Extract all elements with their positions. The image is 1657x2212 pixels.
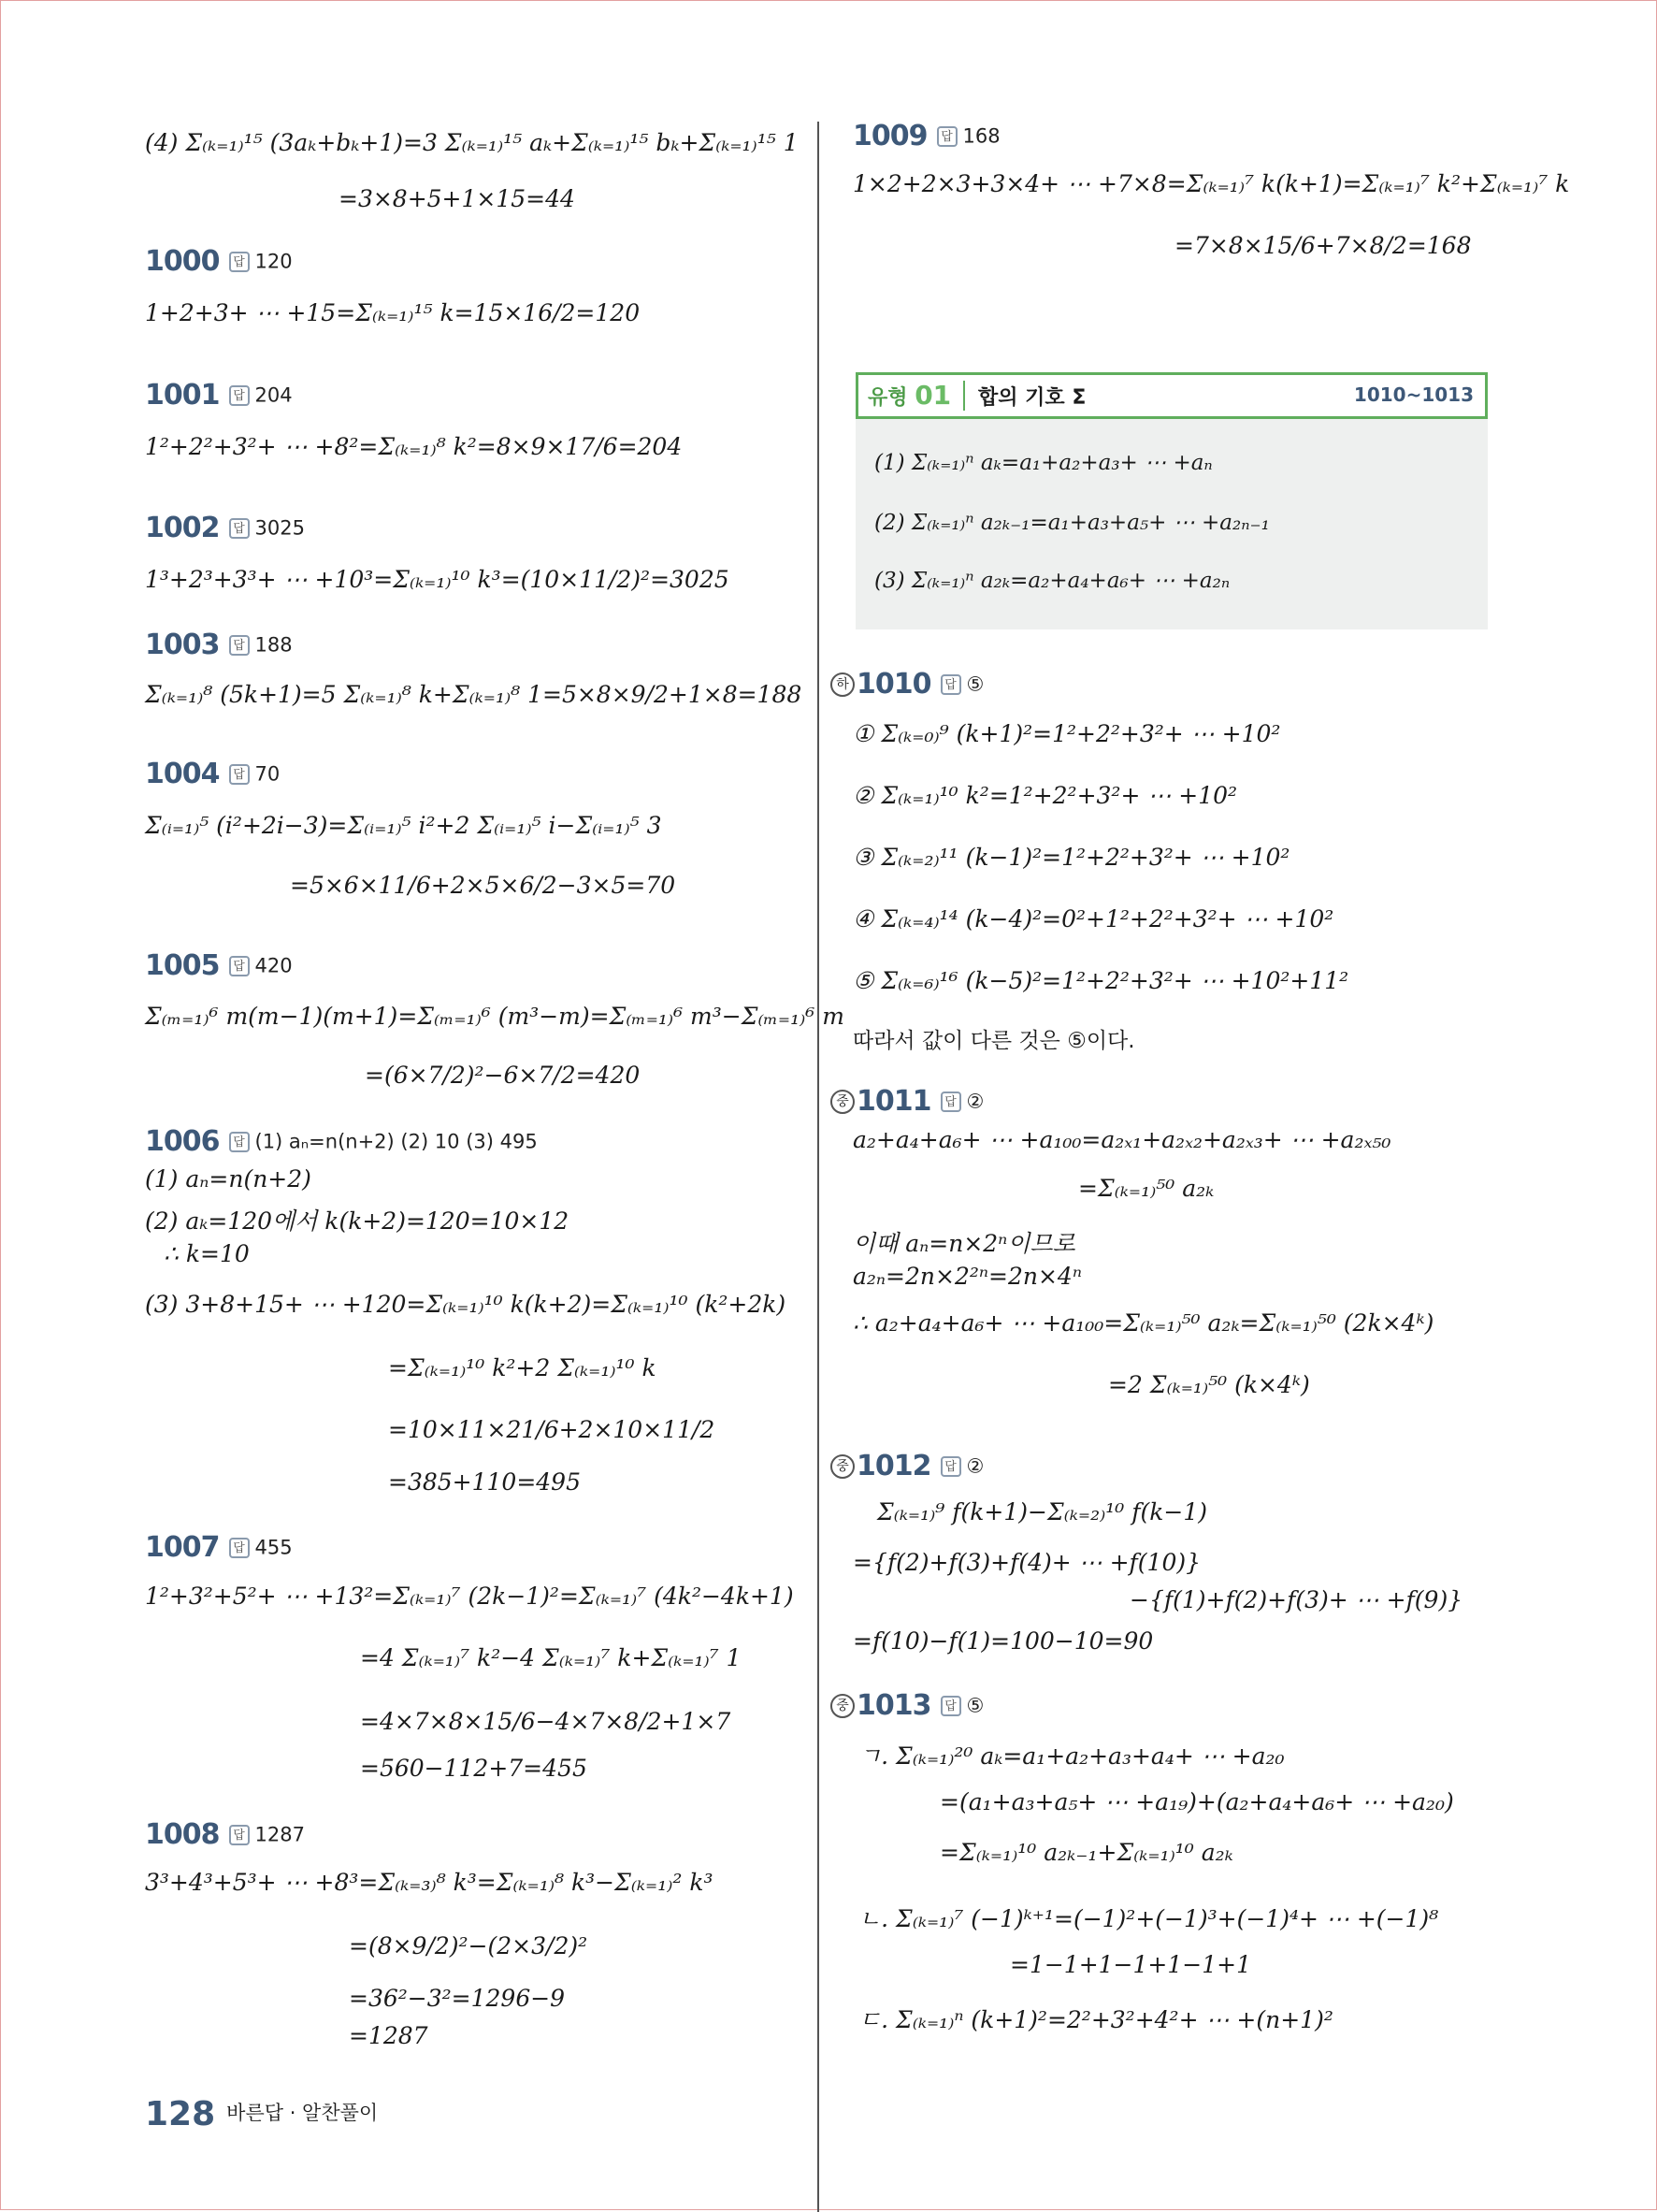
- solution-line: =(8×9/2)²−(2×3/2)²: [349, 1932, 588, 1959]
- problem-header: [145, 379, 293, 412]
- solution-line: ㄱ. Σ₍ₖ₌₁₎²⁰ aₖ=a₁+a₂+a₃+a₄+ ⋯ +a₂₀: [858, 1742, 1285, 1770]
- answer-value: 188: [254, 633, 293, 657]
- solution-line: =Σ₍ₖ₌₁₎¹⁰ a₂ₖ₋₁+Σ₍ₖ₌₁₎¹⁰ a₂ₖ: [940, 1839, 1233, 1866]
- solution-line: Σ₍ᵢ₌₁₎⁵ (i²+2i−3)=Σ₍ᵢ₌₁₎⁵ i²+2 Σ₍ᵢ₌₁₎⁵ i−Σ₍ᵢ₌₁₎⁵ 3: [145, 812, 662, 839]
- problem-header: [830, 668, 984, 701]
- solution-line: =(a₁+a₃+a₅+ ⋯ +a₁₉)+(a₂+a₄+a₆+ ⋯ +a₂₀): [940, 1788, 1454, 1815]
- solution-conclusion: 따라서 값이 다른 것은 ⑤이다.: [853, 1029, 1135, 1053]
- problem-number: 1011: [857, 1085, 931, 1118]
- problem-number: 1007: [145, 1531, 220, 1564]
- solution-line: Σ₍ₖ₌₁₎⁹ f(k+1)−Σ₍ₖ₌₂₎¹⁰ f(k−1): [877, 1498, 1208, 1525]
- solution-line: =5×6×11/6+2×5×6/2−3×5=70: [290, 872, 676, 899]
- solution-line: Σ₍ₘ₌₁₎⁶ m(m−1)(m+1)=Σ₍ₘ₌₁₎⁶ (m³−m)=Σ₍ₘ₌₁₎⁶ m³−Σ₍ₘ₌₁₎⁶ m: [145, 1003, 844, 1030]
- problem-number: 1004: [145, 758, 220, 790]
- solution-line: =1−1+1−1+1−1+1: [1010, 1951, 1251, 1978]
- answer-value: 455: [254, 1536, 293, 1559]
- type-formula: (2) Σ₍ₖ₌₁₎ⁿ a₂ₖ₋₁=a₁+a₃+a₅+ ⋯ +a₂ₙ₋₁: [874, 511, 1270, 535]
- solution-line: 1²+2²+3²+ ⋯ +8²=Σ₍ₖ₌₁₎⁸ k²=8×9×17/6=204: [145, 433, 683, 460]
- solution-line: =4×7×8×15/6−4×7×8/2+1×7: [360, 1708, 731, 1735]
- solution-line: 이때 aₙ=n×2ⁿ이므로: [853, 1230, 1075, 1257]
- answer-icon: 답: [937, 126, 958, 147]
- solution-line: 1+2+3+ ⋯ +15=Σ₍ₖ₌₁₎¹⁵ k=15×16/2=120: [145, 299, 641, 326]
- solution-line: =10×11×21/6+2×10×11/2: [388, 1416, 715, 1443]
- problem-header: [830, 1450, 984, 1482]
- solution-line: 1³+2³+3³+ ⋯ +10³=Σ₍ₖ₌₁₎¹⁰ k³=(10×11/2)²=3025: [145, 566, 729, 593]
- problem-header: [145, 629, 293, 661]
- answer-icon: 답: [941, 1092, 961, 1112]
- answer-icon: 답: [229, 1538, 250, 1558]
- solution-line: ③ Σ₍ₖ₌₂₎¹¹ (k−1)²=1²+2²+3²+ ⋯ +10²: [853, 844, 1290, 871]
- problem-number: 1000: [145, 245, 220, 278]
- answer-value: 3025: [254, 516, 305, 540]
- solution-line: =3×8+5+1×15=44: [339, 185, 575, 212]
- type-title: 합의 기호 Σ: [978, 386, 1087, 410]
- answer-icon: 답: [229, 1825, 250, 1845]
- problem-header: [145, 1818, 305, 1851]
- answer-icon: 답: [941, 1696, 961, 1716]
- solution-line: ={f(2)+f(3)+f(4)+ ⋯ +f(10)}: [853, 1549, 1202, 1576]
- solution-line: 1²+3²+5²+ ⋯ +13²=Σ₍ₖ₌₁₎⁷ (2k−1)²=Σ₍ₖ₌₁₎⁷ (4k²−4k+1): [145, 1583, 794, 1610]
- solution-line: ① Σ₍ₖ₌₀₎⁹ (k+1)²=1²+2²+3²+ ⋯ +10²: [853, 720, 1281, 747]
- solution-line: ㄴ. Σ₍ₖ₌₁₎⁷ (−1)ᵏ⁺¹=(−1)²+(−1)³+(−1)⁴+ ⋯ +(−1)⁸: [858, 1905, 1439, 1932]
- type-tag: [868, 380, 951, 411]
- solution-line: ∴ a₂+a₄+a₆+ ⋯ +a₁₀₀=Σ₍ₖ₌₁₎⁵⁰ a₂ₖ=Σ₍ₖ₌₁₎⁵⁰ (2k×4ᵏ): [853, 1309, 1434, 1337]
- difficulty-icon: 중: [830, 1694, 855, 1718]
- answer-value: 120: [254, 250, 293, 273]
- problem-number: 1005: [145, 949, 220, 982]
- answer-icon: 답: [941, 1456, 961, 1477]
- type-formula: (1) Σ₍ₖ₌₁₎ⁿ aₖ=a₁+a₂+a₃+ ⋯ +aₙ: [874, 451, 1213, 475]
- problem-number: 1009: [853, 120, 928, 152]
- answer-value: ②: [966, 1090, 985, 1113]
- answer-value: 70: [254, 762, 281, 786]
- difficulty-icon: 중: [830, 1090, 855, 1114]
- type-separator: [963, 381, 965, 411]
- answer-value: 168: [962, 124, 1001, 148]
- problem-number: 1002: [145, 512, 220, 544]
- solution-line: a₂ₙ=2n×2²ⁿ=2n×4ⁿ: [853, 1263, 1082, 1290]
- solution-line: a₂+a₄+a₆+ ⋯ +a₁₀₀=a₂ₓ₁+a₂ₓ₂+a₂ₓ₃+ ⋯ +a₂ₓ₅₀: [853, 1126, 1391, 1153]
- solution-line: ④ Σ₍ₖ₌₄₎¹⁴ (k−4)²=0²+1²+2²+3²+ ⋯ +10²: [853, 905, 1334, 933]
- answer-icon: 답: [229, 518, 250, 539]
- problem-header: [145, 512, 305, 544]
- problem-header: [145, 1531, 293, 1564]
- solution-line: (4) Σ₍ₖ₌₁₎¹⁵ (3aₖ+bₖ+1)=3 Σ₍ₖ₌₁₎¹⁵ aₖ+Σ₍ₖ₌₁₎¹⁵ bₖ+Σ₍ₖ₌₁₎¹⁵ 1: [145, 129, 799, 156]
- type-tag-number: 01: [915, 380, 952, 411]
- solution-line: Σ₍ₖ₌₁₎⁸ (5k+1)=5 Σ₍ₖ₌₁₎⁸ k+Σ₍ₖ₌₁₎⁸ 1=5×8×9/2+1×8=188: [145, 681, 802, 708]
- problem-number: 1008: [145, 1818, 220, 1851]
- solution-line: =4 Σ₍ₖ₌₁₎⁷ k²−4 Σ₍ₖ₌₁₎⁷ k+Σ₍ₖ₌₁₎⁷ 1: [360, 1644, 742, 1671]
- problem-header: [145, 758, 280, 790]
- answer-icon: 답: [229, 635, 250, 656]
- difficulty-icon: 하: [830, 672, 855, 697]
- solution-line: 1×2+2×3+3×4+ ⋯ +7×8=Σ₍ₖ₌₁₎⁷ k(k+1)=Σ₍ₖ₌₁₎⁷ k²+Σ₍ₖ₌₁₎⁷ k: [853, 170, 1570, 197]
- solution-line: ∴ k=10: [164, 1240, 250, 1267]
- solution-line: =Σ₍ₖ₌₁₎¹⁰ k²+2 Σ₍ₖ₌₁₎¹⁰ k: [388, 1354, 656, 1381]
- column-divider: [817, 122, 819, 2212]
- solution-line: (2) aₖ=120에서 k(k+2)=120=10×12: [145, 1207, 569, 1235]
- problem-header: [830, 1085, 984, 1118]
- type-header: [856, 372, 1488, 419]
- solution-line: −{f(1)+f(2)+f(3)+ ⋯ +f(9)}: [1130, 1586, 1463, 1613]
- problem-number: 1003: [145, 629, 220, 661]
- problem-header: [830, 1689, 984, 1722]
- answer-value: ⑤: [966, 1694, 985, 1717]
- solution-line: 3³+4³+5³+ ⋯ +8³=Σ₍ₖ₌₃₎⁸ k³=Σ₍ₖ₌₁₎⁸ k³−Σ₍ₖ₌₁₎² k³: [145, 1869, 713, 1896]
- solution-line: (1) aₙ=n(n+2): [145, 1165, 311, 1193]
- solution-line: (3) 3+8+15+ ⋯ +120=Σ₍ₖ₌₁₎¹⁰ k(k+2)=Σ₍ₖ₌₁₎¹⁰ (k²+2k): [145, 1291, 786, 1318]
- answer-value: ⑤: [966, 672, 985, 696]
- problem-header: [145, 949, 293, 982]
- solution-line: ② Σ₍ₖ₌₁₎¹⁰ k²=1²+2²+3²+ ⋯ +10²: [853, 782, 1238, 809]
- answer-icon: 답: [229, 1132, 250, 1152]
- type-tag-label: 유형: [868, 386, 908, 410]
- solution-line: =385+110=495: [388, 1468, 581, 1496]
- difficulty-icon: 중: [830, 1454, 855, 1479]
- answer-value: 204: [254, 383, 293, 407]
- footer-label: 바른답 · 알찬풀이: [226, 2102, 379, 2124]
- page-footer: [145, 2095, 378, 2133]
- problem-number: 1001: [145, 379, 220, 412]
- problem-number: 1010: [857, 668, 931, 701]
- answer-icon: 답: [229, 956, 250, 976]
- answer-icon: 답: [229, 764, 250, 785]
- problem-header: [145, 1125, 538, 1158]
- answer-icon: 답: [229, 252, 250, 272]
- problem-number: 1013: [857, 1689, 931, 1722]
- type-range: 1010~1013: [1353, 383, 1474, 406]
- problem-number: 1006: [145, 1125, 220, 1158]
- solution-line: ⑤ Σ₍ₖ₌₆₎¹⁶ (k−5)²=1²+2²+3²+ ⋯ +10²+11²: [853, 967, 1349, 994]
- problem-number: 1012: [857, 1450, 931, 1482]
- answer-icon: 답: [229, 385, 250, 406]
- answer-value: ②: [966, 1454, 985, 1478]
- solution-line: =(6×7/2)²−6×7/2=420: [365, 1062, 641, 1089]
- answer-value: 420: [254, 954, 293, 977]
- solution-line: =7×8×15/6+7×8/2=168: [1174, 232, 1472, 259]
- solution-line: =2 Σ₍ₖ₌₁₎⁵⁰ (k×4ᵏ): [1108, 1371, 1310, 1398]
- answer-value: 1287: [254, 1823, 305, 1846]
- solution-line: =f(10)−f(1)=100−10=90: [853, 1627, 1154, 1655]
- type-formula: (3) Σ₍ₖ₌₁₎ⁿ a₂ₖ=a₂+a₄+a₆+ ⋯ +a₂ₙ: [874, 569, 1231, 593]
- problem-header: [145, 245, 293, 278]
- answer-value: (1) aₙ=n(n+2) (2) 10 (3) 495: [254, 1130, 538, 1153]
- solution-line: =36²−3²=1296−9: [349, 1985, 566, 2012]
- page-number: 128: [145, 2095, 216, 2133]
- solution-line: =560−112+7=455: [360, 1755, 587, 1782]
- problem-header: [853, 120, 1001, 152]
- solution-line: ㄷ. Σ₍ₖ₌₁₎ⁿ (k+1)²=2²+3²+4²+ ⋯ +(n+1)²: [858, 2006, 1333, 2033]
- answer-icon: 답: [941, 674, 961, 695]
- solution-line: =Σ₍ₖ₌₁₎⁵⁰ a₂ₖ: [1078, 1175, 1215, 1202]
- solution-line: =1287: [349, 2022, 428, 2049]
